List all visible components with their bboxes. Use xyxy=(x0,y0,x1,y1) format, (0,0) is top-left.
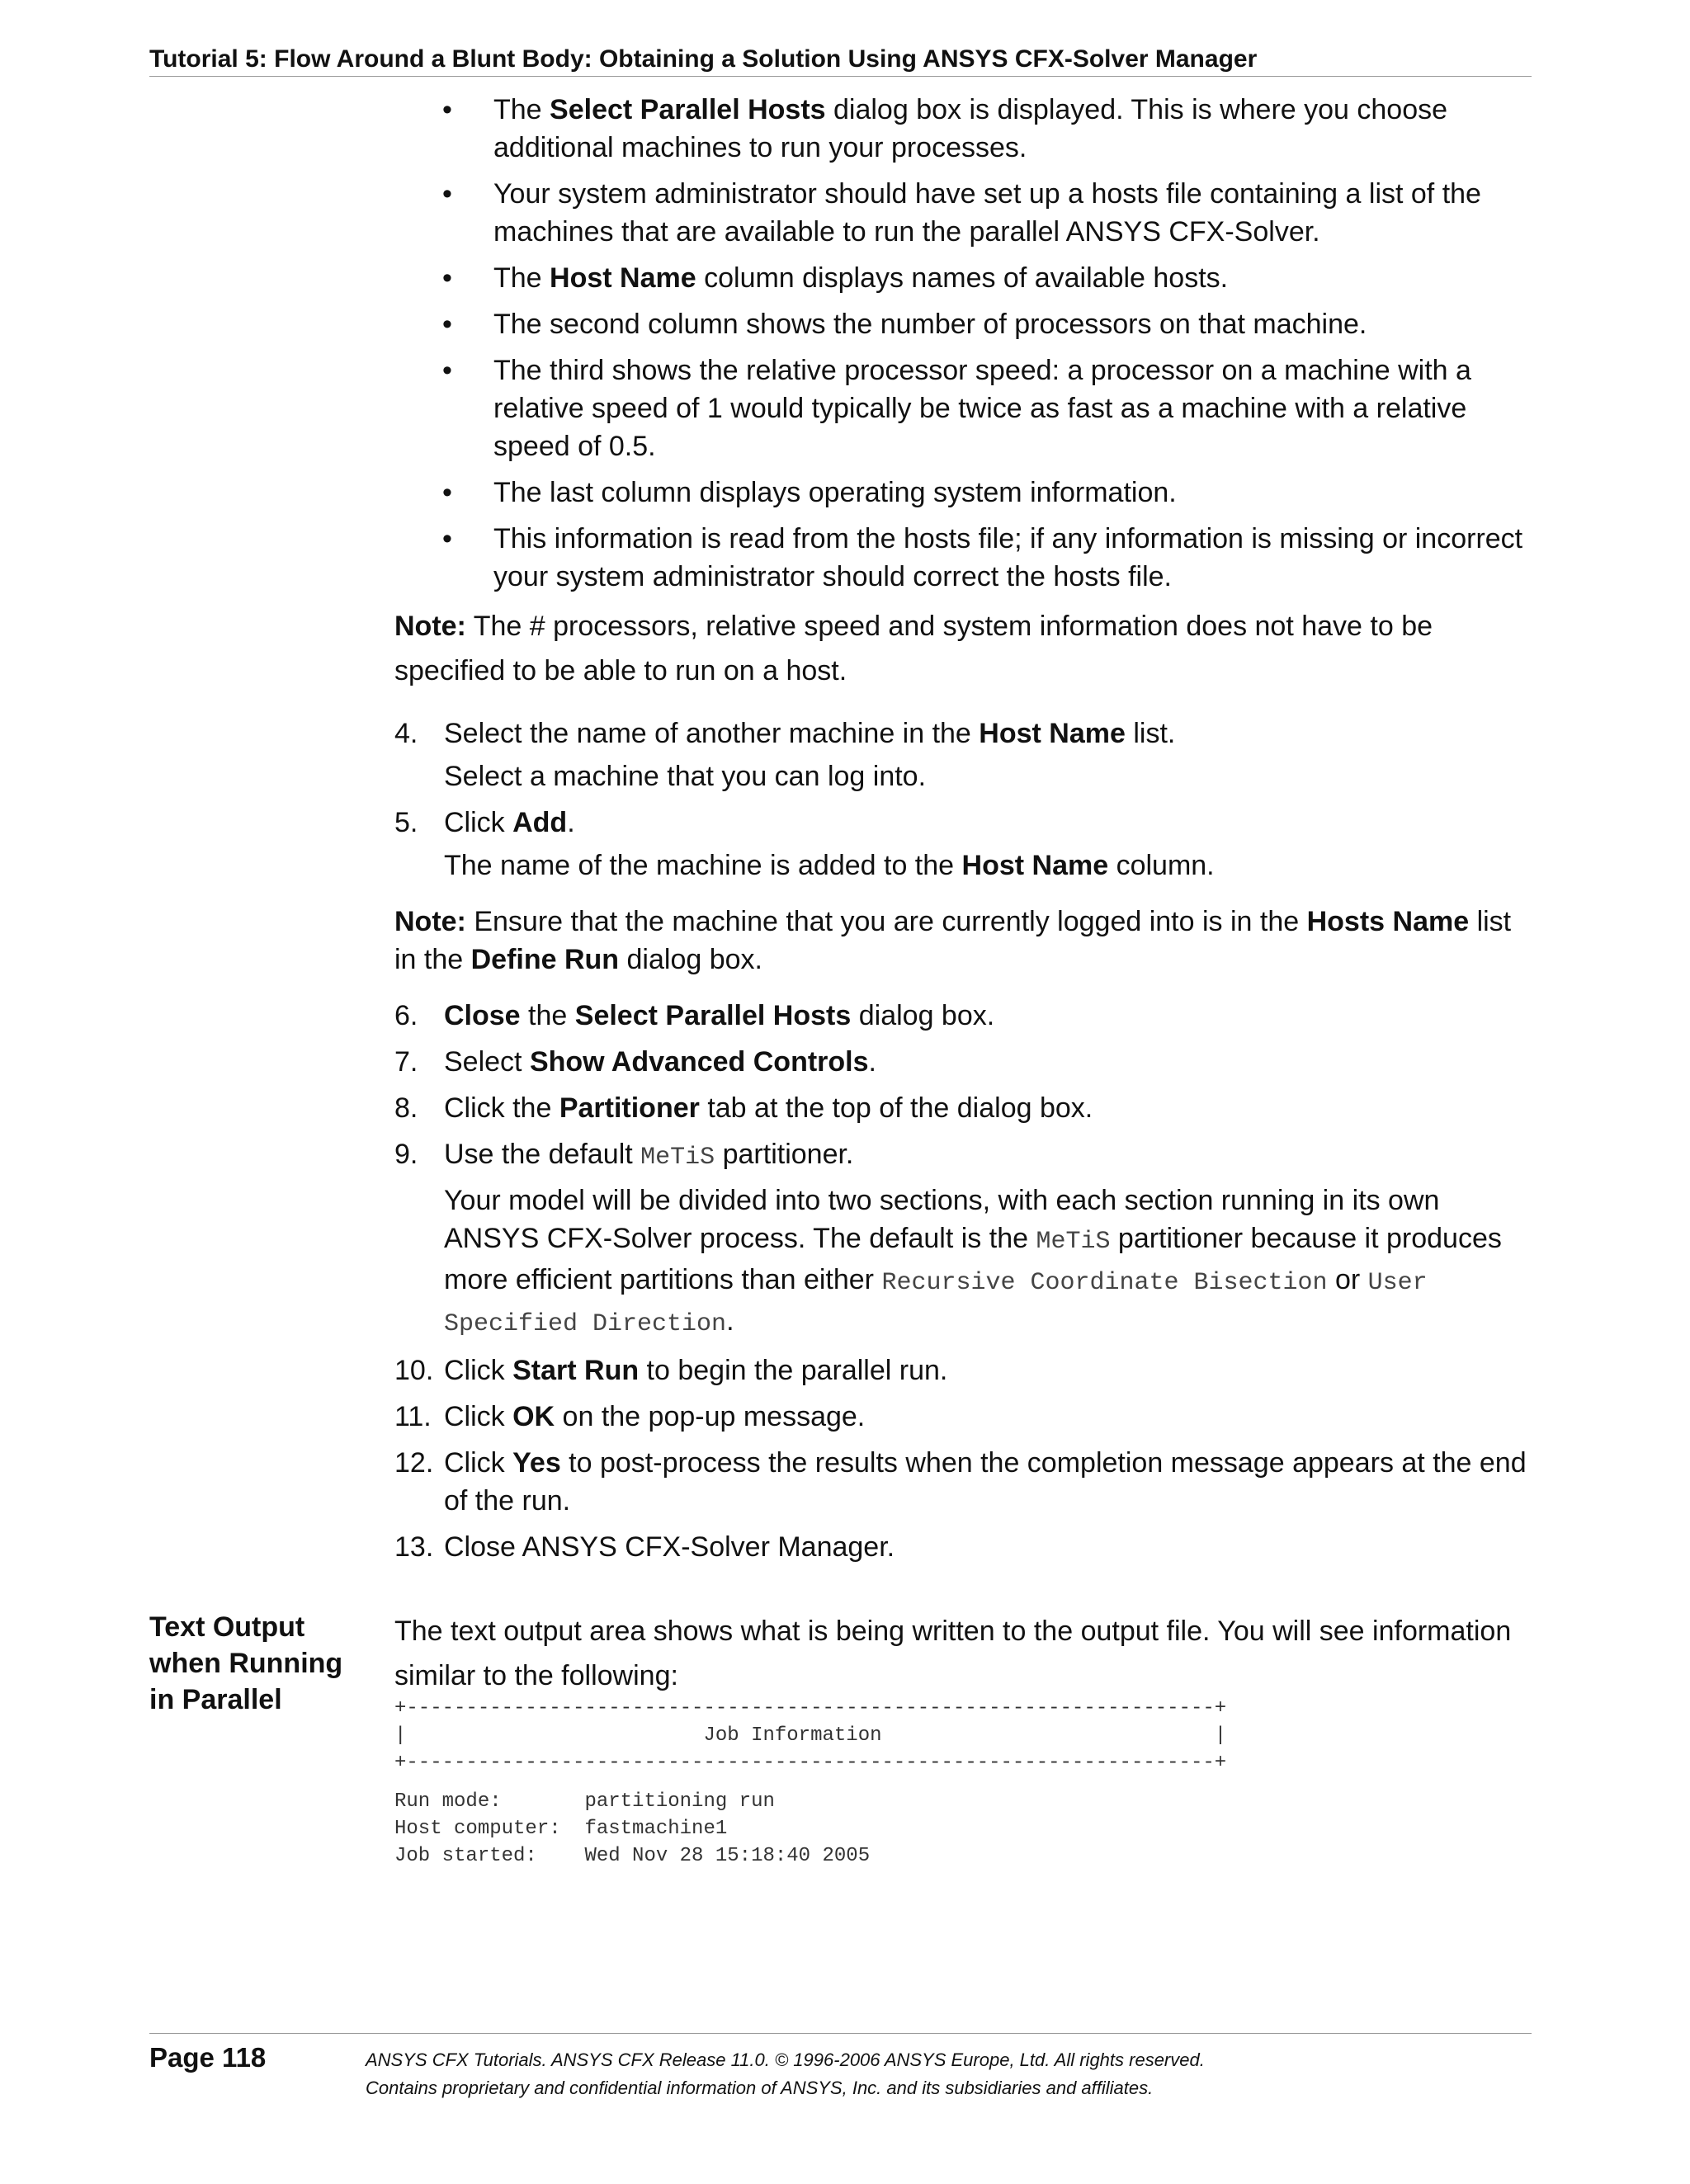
step-item: 8. Click the Partitioner tab at the top of the dialog box. xyxy=(394,1092,1093,1124)
page-number: Page 118 xyxy=(149,2042,267,2073)
bullet-item: • The Select Parallel Hosts dialog box is displayed. This is where you choose additional machines to run your processes. xyxy=(394,91,1533,167)
step-item: 13. Close ANSYS CFX-Solver Manager. xyxy=(394,1531,895,1563)
step-detail: Your model will be divided into two sections, with each section running in its own ANSYS CFX-Solver process. The default is the MeTiS partitioner because it produces more efficient partitions than either Recursive Coordinate Bisection or User Specified Direction. xyxy=(444,1185,1502,1338)
bullet-dot: • xyxy=(442,477,452,508)
bullet-dot: • xyxy=(442,262,452,294)
step-item: 4. Select the name of another machine in the Host Name list. Select a machine that you can log into. xyxy=(394,715,1533,795)
step-item: 10. Click Start Run to begin the parallel run. xyxy=(394,1355,948,1386)
footer-copyright: ANSYS CFX Tutorials. ANSYS CFX Release 11.0. © 1996-2006 ANSYS Europe, Ltd. All rights reserved. Contains proprietary and confidential information of ANSYS, Inc. and its subsidiaries and affiliates. xyxy=(366,2050,1205,2098)
code-line: Job started: Wed Nov 28 15:18:40 2005 xyxy=(394,1845,871,1867)
step-item: 6. Close the Select Parallel Hosts dialog box. xyxy=(394,1000,995,1031)
steps-list-b xyxy=(394,997,1533,1566)
bullet-item: • The third shows the relative processor speed: a processor on a machine with a relative speed of 1 would typically be twice as fast as a machine with a relative speed of 0.5. xyxy=(394,351,1533,465)
bullet-dot: • xyxy=(442,94,452,125)
footer-divider xyxy=(149,2033,1532,2034)
step-item: 9. Use the default MeTiS partitioner. Your model will be divided into two sections, with each section running in its own ANSYS CFX-Solver process. The default is the MeTiS partitioner because it produces more efficient partitions than either Recursive Coordinate Bisection or User Specified Direction. xyxy=(394,1135,1533,1343)
step-item: 7. Select Show Advanced Controls. xyxy=(394,1046,876,1078)
steps-list-a xyxy=(394,715,1533,884)
code-block xyxy=(394,1695,1335,1870)
bullet-dot: • xyxy=(442,355,452,386)
step-item: 5. Click Add. The name of the machine is added to the Host Name column. xyxy=(394,804,1533,884)
code-line: Host computer: fastmachine1 xyxy=(394,1818,728,1840)
bullet-item: • The second column shows the number of processors on that machine. xyxy=(394,305,1533,343)
section-text: The text output area shows what is being written to the output file. You will see information similar to the following: xyxy=(394,1616,1512,1691)
section-heading: Text Output when Running in Parallel xyxy=(149,1611,343,1715)
bullet-item: • This information is read from the hosts file; if any information is missing or incorrect your system administrator should correct the hosts file. xyxy=(394,520,1533,596)
bullet-dot: • xyxy=(442,309,452,340)
bullet-item: • The last column displays operating system information. xyxy=(394,474,1533,512)
step-item: 11. Click OK on the pop-up message. xyxy=(394,1401,866,1432)
code-border-bottom: +--------------------------------------------------------------------+ xyxy=(394,1752,1227,1774)
bullet-item: • The Host Name column displays names of available hosts. xyxy=(394,259,1533,297)
step-item: 12. Click Yes to post-process the results when the completion message appears at the end of the run. xyxy=(394,1447,1527,1517)
running-header: Tutorial 5: Flow Around a Blunt Body: Obtaining a Solution Using ANSYS CFX-Solver Manager xyxy=(149,45,1258,73)
code-line: Run mode: partitioning run xyxy=(394,1790,775,1813)
bullet-dot: • xyxy=(442,523,452,554)
step-detail: The name of the machine is added to the Host Name column. xyxy=(444,850,1215,881)
header-divider xyxy=(149,76,1532,77)
bullet-item: • Your system administrator should have set up a hosts file containing a list of the machines that are available to run the parallel ANSYS CFX-Solver. xyxy=(394,175,1533,251)
main-content xyxy=(394,91,1533,1574)
step-detail: Select a machine that you can log into. xyxy=(444,761,927,792)
bullet-dot: • xyxy=(442,178,452,210)
bullet-list xyxy=(394,91,1533,596)
note-processors: Note: The # processors, relative speed and system information does not have to be specified to be able to run on a host. xyxy=(394,611,1433,686)
code-title-line: | Job Information | xyxy=(394,1724,1227,1747)
code-border-top: +--------------------------------------------------------------------+ xyxy=(394,1697,1227,1719)
note-hosts: Note: Ensure that the machine that you are currently logged into is in the Hosts Name list in the Define Run dialog box. xyxy=(394,906,1512,975)
